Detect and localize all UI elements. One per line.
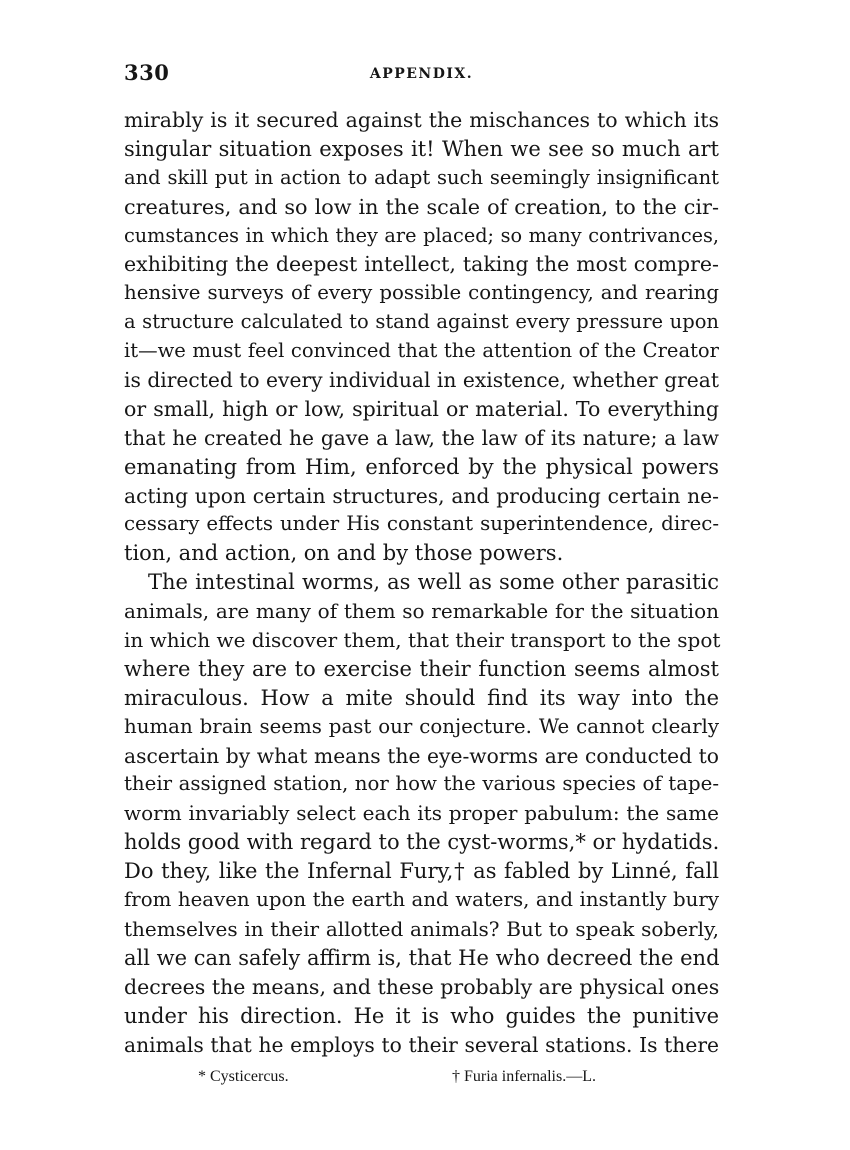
text-line: mirably is it secured against the mischances to which its [124,108,719,132]
text-line: Do they, like the Infernal Fury,† as fabled by Linné, fall [124,859,719,884]
text-line: in which we discover them, that their transport to the spot [124,628,721,653]
text-line: tion, and action, on and by those powers. [124,541,564,566]
text-line: from heaven upon the earth and waters, and instantly bury [124,888,719,912]
footnote-furia-infernalis: † Furia infernalis.—L. [452,1068,596,1085]
text-line: The intestinal worms, as well as some other parasitic [148,570,719,595]
text-line: a structure calculated to stand against every pressure upon [124,310,719,334]
text-line: decrees the means, and these probably are physical ones [124,974,720,999]
text-line: animals that he employs to their several stations. Is there [124,1032,719,1057]
text-line: under his direction. He it is who guides the punitive [124,1003,719,1028]
text-line: and skill put in action to adapt such seemingly insignificant [124,165,719,189]
footnote-cysticercus: * Cysticercus. [198,1068,289,1085]
page-header [124,58,719,92]
text-line: their assigned station, nor how the various species of tape- [124,772,719,796]
text-line: singular situation exposes it! When we see so much art [124,136,719,161]
text-line: exhibiting the deepest intellect, taking the most compre- [124,252,719,277]
text-line: it—we must feel convinced that the attention of the Creator [124,339,719,363]
body-text [124,106,719,1059]
text-line: cessary effects under His constant superintendence, direc- [124,512,719,536]
text-line: hensive surveys of every possible contingency, and rearing [124,281,719,305]
text-line: ascertain by what means the eye-worms are conducted to [124,743,719,768]
text-line: miraculous. How a mite should find its way into the [124,685,719,710]
text-line: cumstances in which they are placed; so many contrivances, [124,223,719,247]
text-line: holds good with regard to the cyst-worms,* or hydatids. [124,830,720,855]
text-line: that he created he gave a law, the law of its nature; a law [124,425,719,450]
text-line: where they are to exercise their function seems almost [124,656,719,681]
paragraph-1 [124,106,719,568]
running-title: APPENDIX. [369,66,474,82]
text-line: animals, are many of them so remarkable for the situation [124,599,719,624]
text-line: human brain seems past our conjecture. We cannot clearly [124,714,719,738]
footnotes [124,1068,719,1092]
page-number: 330 [124,60,170,85]
text-line: worm invariably select each its proper pabulum: the same [124,801,719,826]
text-line: themselves in their allotted animals? But to speak soberly, [124,916,719,941]
text-line: emanating from Him, enforced by the physical powers [124,454,719,479]
text-line: is directed to every individual in existence, whether great [124,368,719,393]
text-line: acting upon certain structures, and producing certain ne- [124,483,719,508]
text-line: all we can safely affirm is, that He who decreed the end [124,945,720,970]
paragraph-2 [124,568,719,1059]
text-line: creatures, and so low in the scale of creation, to the cir- [124,194,719,219]
text-line: or small, high or low, spiritual or material. To everything [124,396,719,421]
